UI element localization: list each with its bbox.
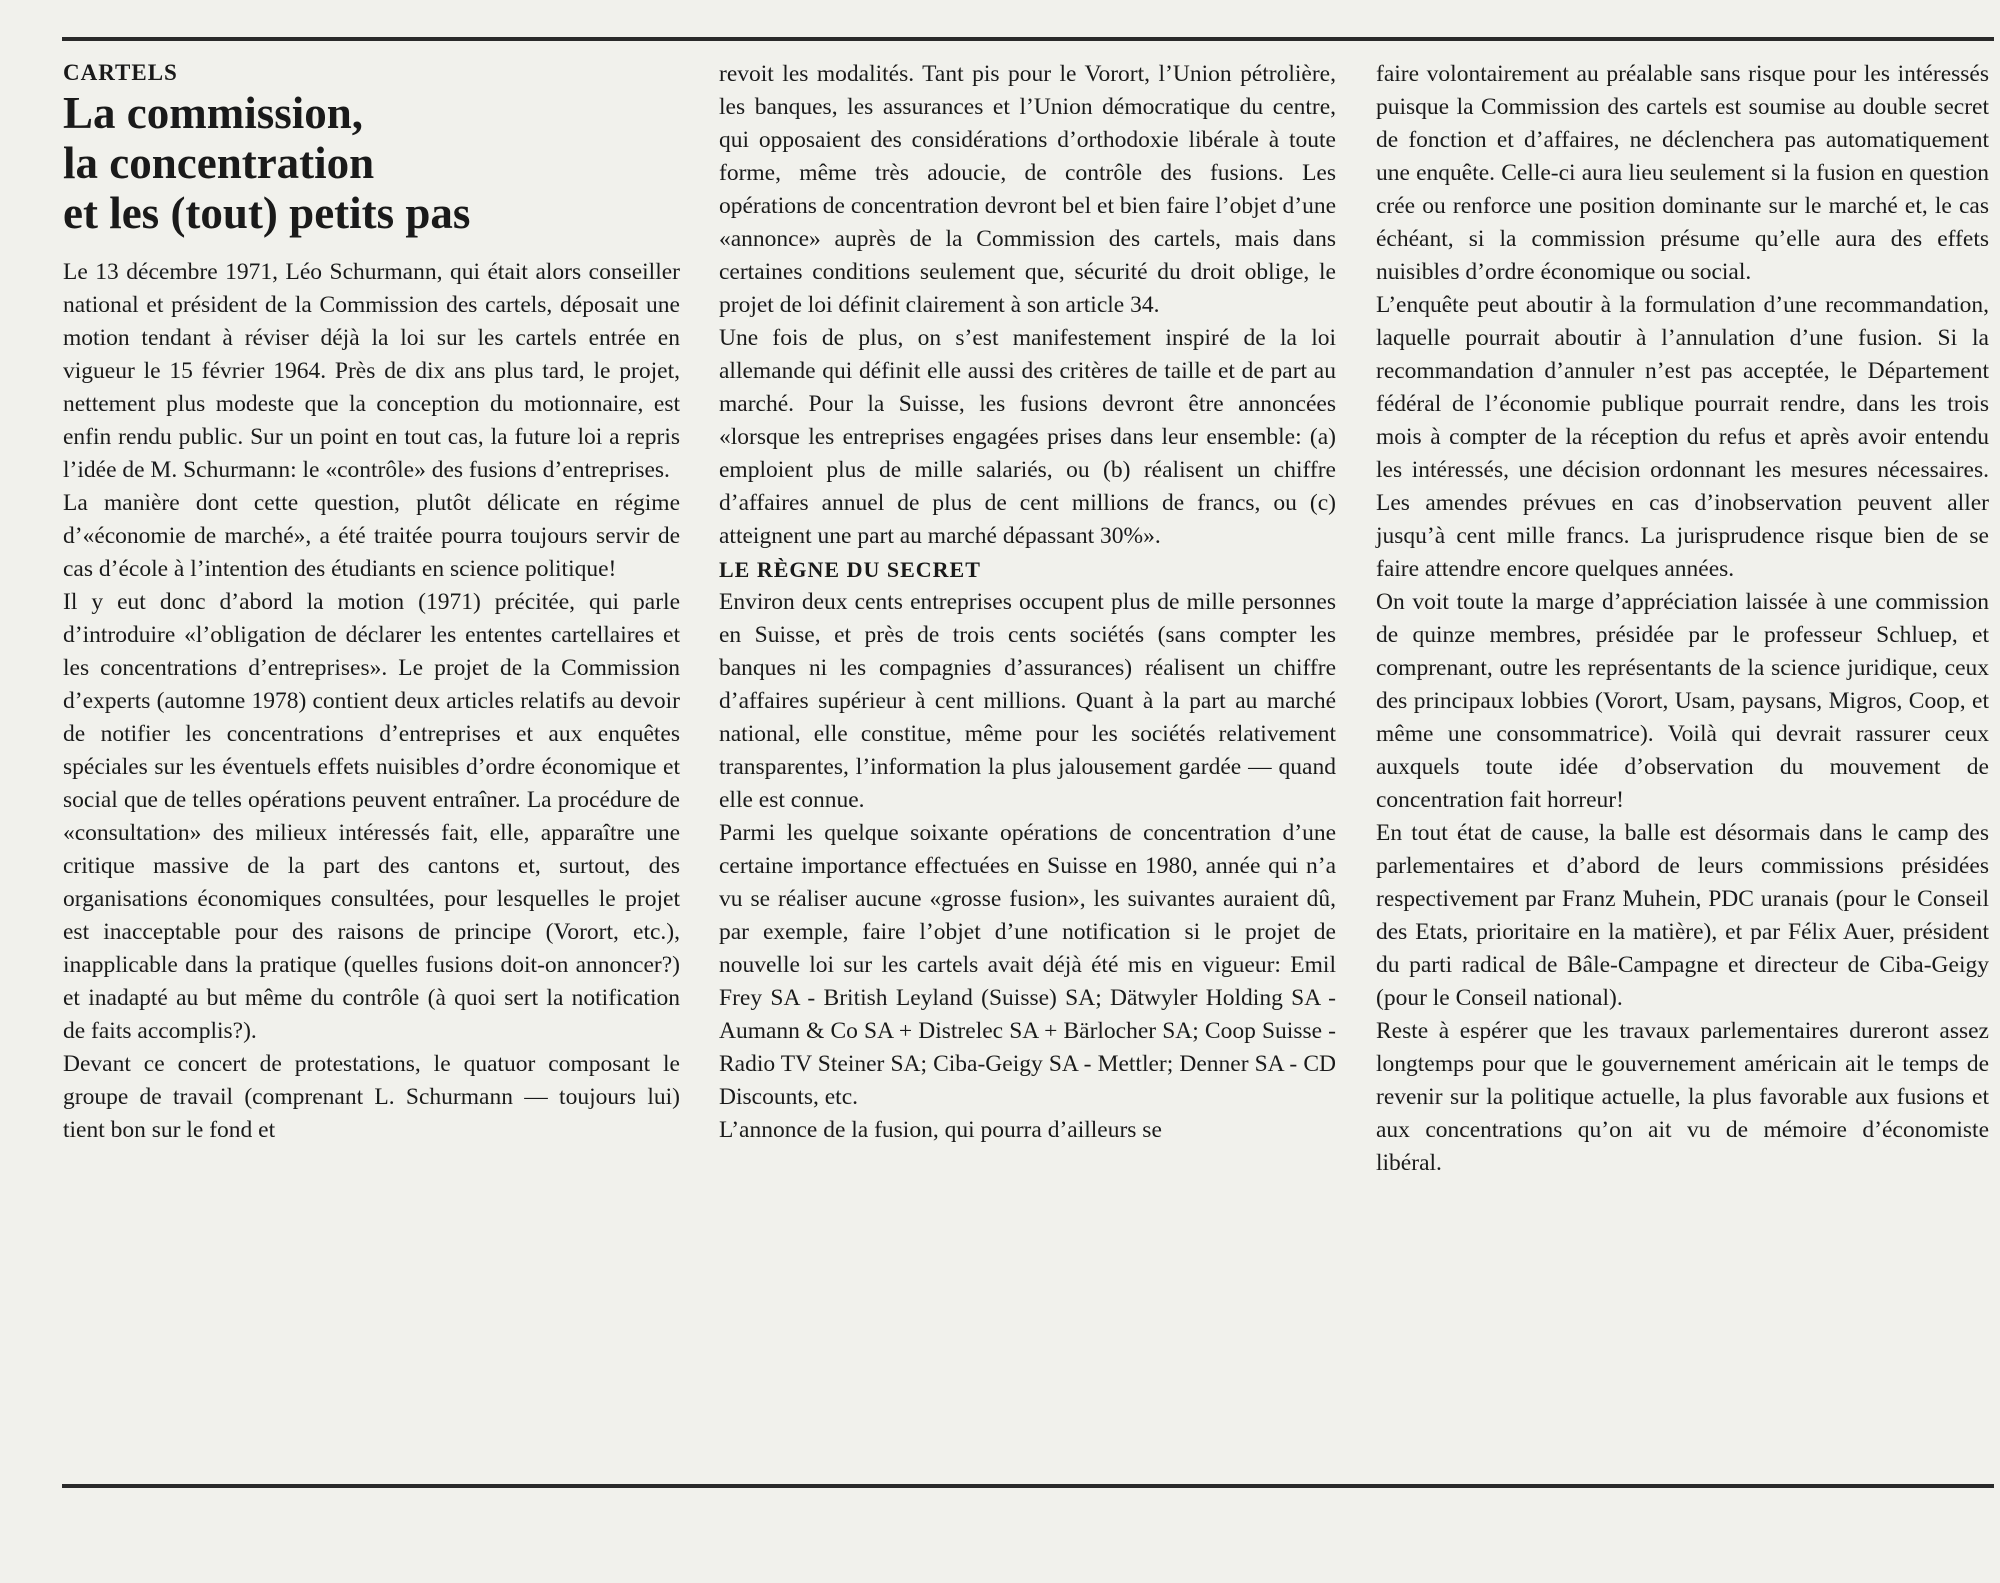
section-kicker: CARTELS [63, 60, 178, 85]
headline-line: et les (tout) petits pas [63, 188, 471, 238]
paragraph: La manière dont cette question, plutôt délicate en régime d’«économie de marché», a été traitée pourra toujours servir de cas d’école à l’intention des étudiants en science politique! [63, 490, 680, 582]
paragraph: Environ deux cents entreprises occupent plus de mille personnes en Suisse, et près de trois cents sociétés (sans compter les banques ni les compagnies d’assurances) réalisent un chiffre d’affaires supérieur à cent millions. Quant à la part au marché national, elle constitue, même pour les sociétés relativement transparentes, l’information la plus jalousement gardée — quand elle est connue. [719, 589, 1336, 813]
paragraph: L’annonce de la fusion, qui pourra d’ailleurs se [719, 1117, 1162, 1143]
paragraph: Devant ce concert de protestations, le quatuor composant le groupe de travail (comprenant L. Schurmann — toujours lui) tient bon sur le fond et [63, 1051, 680, 1143]
headline [63, 88, 680, 238]
paragraph: Une fois de plus, on s’est manifestement inspiré de la loi allemande qui définit elle aussi des critères de taille et de part au marché. Pour la Suisse, les fusions devront être annoncées «lorsque les entreprises engagées prises dans leur ensemble: (a) emploient plus de mille salariés, ou (b) réalisent un chiffre d’affaires annuel de plus de cent millions de francs, ou (c) atteignent une part au marché dépassant 30%». [719, 325, 1336, 549]
column-3 [1376, 58, 1989, 1180]
paragraph: Il y eut donc d’abord la motion (1971) précitée, qui parle d’introduire «l’obligation de déclarer les ententes cartellaires et les concentrations d’entreprises». Le projet de la Commission d’experts (automne 1978) contient deux articles relatifs au devoir de notifier les concentrations d’entreprises et aux enquêtes spéciales sur les éventuels effets nuisibles d’ordre économique et social que de telles opérations peuvent entraîner. La procédure de «consultation» des milieux intéressés fait, elle, apparaître une critique massive de la part des cantons et, surtout, des organisations économiques consultées, pour lesquelles le projet est inacceptable pour des raisons de principe (Vorort, etc.), inapplicable dans la pratique (quelles fusions doit-on annoncer?) et inadapté au but même du contrôle (à quoi sert la notification de faits accomplis?). [63, 589, 680, 1044]
paragraph: Reste à espérer que les travaux parlementaires dureront assez longtemps pour que le gouvernement américain ait le temps de revenir sur la politique actuelle, la plus favorable aux fusions et aux concentrations qu’on ait vu de mémoire d’économiste libéral. [1376, 1018, 1989, 1176]
paragraph: revoit les modalités. Tant pis pour le Vorort, l’Union pétrolière, les banques, les assurances et l’Union démocratique du centre, qui opposaient des considérations d’orthodoxie libérale à toute forme, même très adoucie, de contrôle des fusions. Les opérations de concentration devront bel et bien faire l’objet d’une «annonce» auprès de la Commission des cartels, mais dans certaines conditions seulement que, sécurité du droit oblige, le projet de loi définit clairement à son article 34. [719, 61, 1336, 318]
paragraph: Parmi les quelque soixante opérations de concentration d’une certaine importance effectuées en Suisse en 1980, année qui n’a vu se réaliser aucune «grosse fusion», les suivantes auraient dû, par exemple, faire l’objet d’une notification si le projet de nouvelle loi sur les cartels avait déjà été mis en vigueur: Emil Frey SA - British Leyland (Suisse) SA; Dätwyler Holding SA - Aumann & Co SA + Distrelec SA + Bärlocher SA; Coop Suisse - Radio TV Steiner SA; Ciba-Geigy SA - Mettler; Denner SA - CD Discounts, etc. [719, 820, 1336, 1110]
headline-line: La commission, [63, 88, 364, 138]
paragraph: Le 13 décembre 1971, Léo Schurmann, qui était alors conseiller national et président de la Commission des cartels, déposait une motion tendant à réviser déjà la loi sur les cartels entrée en vigueur le 15 février 1964. Près de dix ans plus tard, le projet, nettement plus modeste que la conception du motionnaire, est enfin rendu public. Sur un point en tout cas, la future loi a repris l’idée de M. Schurmann: le «contrôle» des fusions d’entreprises. [63, 259, 680, 483]
section-subhead: LE RÈGNE DU SECRET [719, 557, 981, 582]
paragraph: faire volontairement au préalable sans risque pour les intéressés puisque la Commission des cartels est soumise au double secret de fonction et d’affaires, ne déclenchera pas automatiquement une enquête. Celle-ci aura lieu seulement si la fusion en question crée ou renforce une position dominante sur le marché et, le cas échéant, si la commission présume qu’elle aura des effets nuisibles d’ordre économique ou social. [1376, 61, 1989, 285]
bottom-rule [62, 1484, 1994, 1488]
paragraph: En tout état de cause, la balle est désormais dans le camp des parlementaires et d’abord de leurs commissions présidées respectivement par Franz Muhein, PDC uranais (pour le Conseil des Etats, prioritaire en la matière), et par Félix Auer, président du parti radical de Bâle-Campagne et directeur de Ciba-Geigy (pour le Conseil national). [1376, 820, 1989, 1011]
column-1 [63, 58, 680, 1147]
top-rule [62, 37, 1994, 41]
paragraph: L’enquête peut aboutir à la formulation d’une recommandation, laquelle pourrait aboutir à l’annulation d’une fusion. Si la recommandation d’annuler n’est pas acceptée, le Département fédéral de l’économie publique pourrait rendre, dans les trois mois à compter de la réception du refus et après avoir entendu les intéressés, une décision ordonnant les mesures nécessaires. Les amendes prévues en cas d’inobservation peuvent aller jusqu’à cent mille francs. La jurisprudence risque bien de se faire attendre encore quelques années. [1376, 292, 1989, 582]
paragraph: On voit toute la marge d’appréciation laissée à une commission de quinze membres, présidée par le professeur Schluep, et comprenant, outre les représentants de la science juridique, ceux des principaux lobbies (Vorort, Usam, paysans, Migros, Coop, et même une consommatrice). Voilà qui devrait rassurer ceux auxquels toute idée d’observation du mouvement de concentration fait horreur! [1376, 589, 1989, 813]
headline-line: la concentration [63, 138, 375, 188]
column-2 [719, 58, 1336, 1147]
